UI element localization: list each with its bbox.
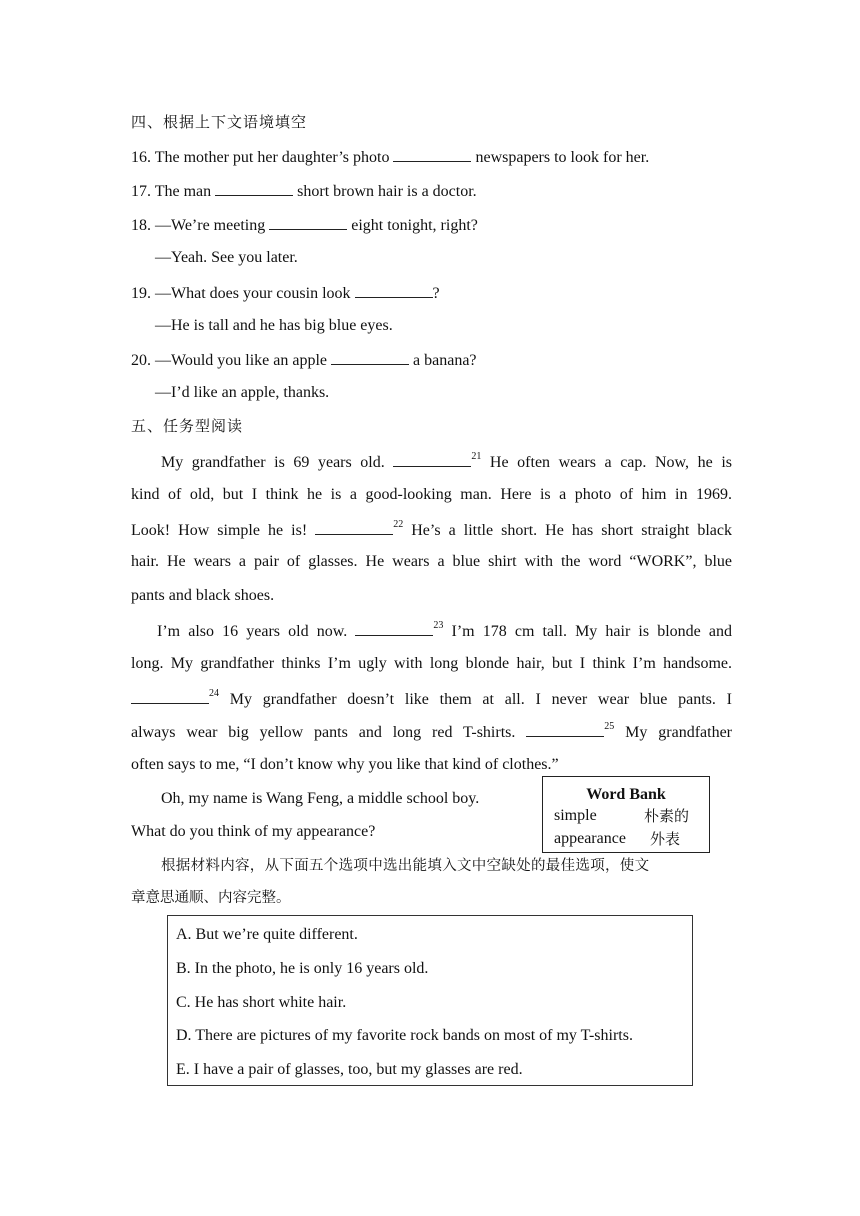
passage-p1-line3 <box>131 519 732 541</box>
option-e[interactable]: E. I have a pair of glasses, too, but my glasses are red. <box>176 1061 523 1078</box>
blank-23[interactable] <box>355 620 433 636</box>
passage-p1-line5: pants and black shoes. <box>131 587 275 604</box>
p1-line3-a: Look! How simple he is! <box>131 522 316 539</box>
instruction-line2: 章意思通顺、内容完整。 <box>131 890 291 906</box>
passage-p3-line2: What do you think of my appearance? <box>131 823 376 840</box>
blank-21[interactable] <box>393 451 471 467</box>
passage-p1-line1 <box>161 451 732 473</box>
q18-text-before: 18. —We’re meeting <box>131 217 270 234</box>
blank-25-number: 25 <box>604 720 615 732</box>
blank-22-number: 22 <box>393 518 404 530</box>
instruction-line1: 根据材料内容，从下面五个选项中选出能填入文中空缺处的最佳选项，使文 <box>161 858 650 874</box>
p2-line4-a: always wear big yellow pants and long red T-shirts. <box>131 724 527 741</box>
blank-23-number: 23 <box>433 619 444 631</box>
passage-p1-line4: hair. He wears a pair of glasses. He wears a blue shirt with the word “WORK”, blue <box>131 553 732 570</box>
q16-blank[interactable] <box>393 146 471 162</box>
passage-p3-line1: Oh, my name is Wang Feng, a middle school boy. <box>161 790 480 807</box>
q17-blank[interactable] <box>215 180 293 196</box>
q20-blank[interactable] <box>331 349 409 365</box>
q16-text-before: 16. The mother put her daughter’s photo <box>131 149 394 166</box>
q17-text-after: short brown hair is a doctor. <box>293 183 477 200</box>
passage-p2-line4 <box>131 721 732 743</box>
passage-p2-line2: long. My grandfather thinks I’m ugly with long blonde hair, but I think I’m handsome. <box>131 655 732 672</box>
q19-text-before: 19. —What does your cousin look <box>131 285 355 302</box>
option-d[interactable]: D. There are pictures of my favorite rock bands on most of my T-shirts. <box>176 1027 633 1044</box>
blank-24[interactable] <box>131 688 209 704</box>
blank-25[interactable] <box>526 721 604 737</box>
option-a[interactable]: A. But we’re quite different. <box>176 926 358 943</box>
q19-blank[interactable] <box>355 282 433 298</box>
question-16 <box>131 146 649 168</box>
q20-reply: —I’d like an apple, thanks. <box>155 384 330 401</box>
option-b[interactable]: B. In the photo, he is only 16 years old. <box>176 960 429 977</box>
q20-text-after: a banana? <box>409 352 477 369</box>
question-19 <box>131 282 440 304</box>
blank-21-number: 21 <box>471 450 482 462</box>
word-bank-title: Word Bank <box>586 786 666 803</box>
p2-line3-b: My grandfather doesn’t like them at all. I never wear blue pants. I <box>219 691 732 708</box>
question-17 <box>131 180 477 202</box>
option-c[interactable]: C. He has short white hair. <box>176 994 347 1011</box>
section5-heading: 五、任务型阅读 <box>131 417 244 435</box>
p1-line3-b: He’s a little short. He has short straight black <box>403 522 732 539</box>
question-18 <box>131 214 478 236</box>
question-20 <box>131 349 477 371</box>
passage-p1-line2: kind of old, but I think he is a good-looking man. Here is a photo of him in 1969. <box>131 486 732 503</box>
q18-blank[interactable] <box>269 214 347 230</box>
p1-line1-b: He often wears a cap. Now, he is <box>481 454 732 471</box>
word-bank-zh-simple: 朴素的 <box>644 807 690 825</box>
passage-p2-line3 <box>131 688 732 710</box>
blank-24-number: 24 <box>209 687 219 699</box>
p1-line1-a: My grandfather is 69 years old. <box>161 454 394 471</box>
section4-heading: 四、根据上下文语境填空 <box>131 113 308 131</box>
q19-text-after: ? <box>432 285 440 302</box>
q16-text-after: newspapers to look for her. <box>471 149 650 166</box>
word-bank-box <box>542 776 710 853</box>
p2-line1-b: I’m 178 cm tall. My hair is blonde and <box>443 623 733 640</box>
options-box <box>167 915 693 1086</box>
q18-reply: —Yeah. See you later. <box>155 249 298 266</box>
p2-line4-b: My grandfather <box>614 724 732 741</box>
q18-text-after: eight tonight, right? <box>347 217 478 234</box>
q19-reply: —He is tall and he has big blue eyes. <box>155 317 393 334</box>
q17-text-before: 17. The man <box>131 183 216 200</box>
p2-line1-a: I’m also 16 years old now. <box>157 623 356 640</box>
passage-p2-line1 <box>157 620 732 642</box>
blank-22[interactable] <box>315 519 393 535</box>
passage-p2-line5: often says to me, “I don’t know why you like that kind of clothes.” <box>131 756 559 773</box>
word-bank-zh-appearance: 外表 <box>650 830 681 848</box>
word-bank-en-simple: simple <box>554 807 597 824</box>
word-bank-en-appearance: appearance <box>554 830 626 847</box>
q20-text-before: 20. —Would you like an apple <box>131 352 332 369</box>
